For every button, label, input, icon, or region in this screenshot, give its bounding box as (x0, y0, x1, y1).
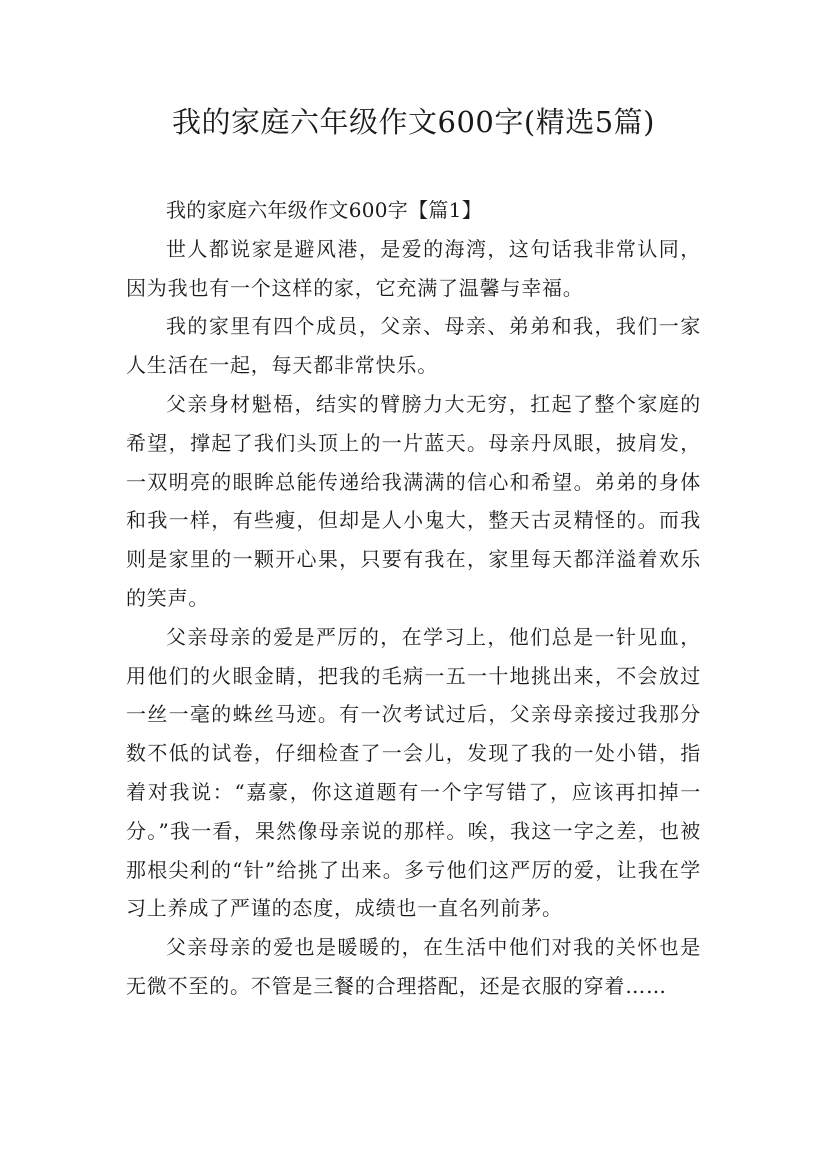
paragraph: 父亲母亲的爱也是暖暖的，在生活中他们对我的关怀也是无微不至的。不管是三餐的合理搭配，还是衣服的穿着…… (126, 935, 701, 998)
document-title: 我的家庭六年级作文600字(精选5篇) (172, 105, 655, 139)
section-heading: 我的家庭六年级作文600字【篇1】 (166, 198, 482, 222)
paragraph: 父亲母亲的爱是严厉的，在学习上，他们总是一针见血，用他们的火眼金睛，把我的毛病一五一十地挑出来，不会放过一丝一毫的蛛丝马迹。有一次考试过后，父亲母亲接过我那分数不低的试卷，仔细检查了一会儿，发现了我的一处小错，指着对我说：“嘉豪，你这道题有一个字写错了，应该再扣掉一分。”我一看，果然像母亲说的那样。唉，我这一字之差，也被那根尖利的“针”给挑了出来。多亏他们这严厉的爱，让我在学习上养成了严谨的态度，成绩也一直名列前茅。 (126, 624, 701, 921)
paragraph: 父亲身材魁梧，结实的臂膀力大无穷，扛起了整个家庭的希望，撑起了我们头顶上的一片蓝天。母亲丹凤眼，披肩发，一双明亮的眼眸总能传递给我满满的信心和希望。弟弟的身体和我一样，有些瘦，但却是人小鬼大，整天古灵精怪的。而我则是家里的一颗开心果，只要有我在，家里每天都洋溢着欢乐的笑声。 (126, 391, 701, 610)
paragraph: 我的家里有四个成员，父亲、母亲、弟弟和我，我们一家人生活在一起，每天都非常快乐。 (126, 314, 701, 378)
essay-body (126, 191, 701, 1006)
paragraph: 世人都说家是避风港，是爱的海湾，这句话我非常认同，因为我也有一个这样的家，它充满了温馨与幸福。 (126, 236, 701, 300)
